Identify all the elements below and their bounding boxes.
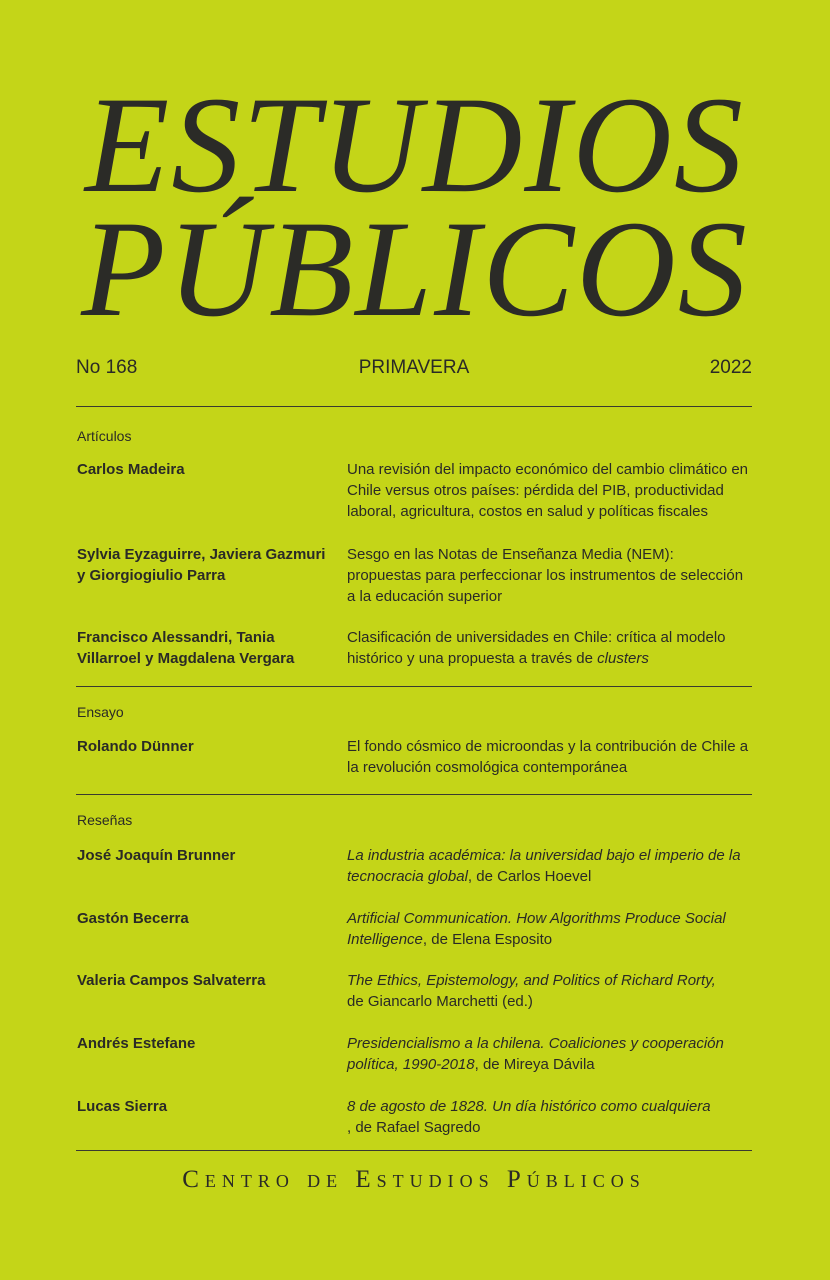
issue-season: PRIMAVERA [358,357,470,378]
review-author: Andrés Estefane [77,1035,196,1052]
publisher-name: Centro de Estudios Públicos [182,1166,646,1193]
essay-title: El fondo cósmico de microondas y la contribución de Chile a la revolución cosmológica contemporánea [347,738,749,776]
issue-year: 2022 [709,357,752,378]
review-book-title: The Ethics, Epistemology, and Politics of Richard Rorty, [347,972,716,989]
issue-meta [76,357,752,381]
issue-number: No 168 [76,357,138,378]
review-author: Lucas Sierra [77,1098,168,1115]
review-author: José Joaquín Brunner [77,847,236,864]
divider [76,794,752,795]
review-title: 8 de agosto de 1828. Un día histórico como cualquiera , de Rafael Sagredo [347,1098,711,1136]
article-title: Sesgo en las Notas de Enseñanza Media (NEM): propuestas para perfeccionar los instrumentos de selección a la educación superior [347,546,744,605]
divider [76,1150,752,1151]
review-title: Artificial Communication. How Algorithms Produce Social Intelligence, de Elena Esposito [347,910,726,948]
review-book-title: La industria académica: la universidad bajo el imperio de la tecnocracia global [347,847,741,885]
divider [76,686,752,687]
article-title: Clasificación de universidades en Chile: crítica al modelo histórico y una propuesta a través de clusters [347,629,726,667]
article-title: Una revisión del impacto económico del cambio climático en Chile versus otros países: pérdida del PIB, productividad laboral, agricultura, costos en salud y políticas fiscales [347,461,749,520]
review-author: Valeria Campos Salvaterra [77,972,266,989]
essay-author: Rolando Dünner [77,738,194,755]
journal-title-line2: PÚBLICOS [81,192,749,345]
article-author: Carlos Madeira [77,461,185,478]
article-author: Francisco Alessandri, Tania Villarroel y Magdalena Vergara [77,629,295,667]
section-label-articulos: Artículos [77,428,132,444]
review-book-title: Artificial Communication. How Algorithms Produce Social Intelligence [347,910,726,948]
article-title-italic: clusters [597,650,649,667]
journal-title-line1: ESTUDIOS [85,68,745,221]
review-author: Gastón Becerra [77,910,189,927]
divider [76,406,752,407]
section-label-ensayo: Ensayo [77,704,124,720]
review-title: The Ethics, Epistemology, and Politics of Richard Rorty, de Giancarlo Marchetti (ed.) [347,972,716,1010]
article-author: Sylvia Eyzaguirre, Javiera Gazmuri y Giorgiogiulio Parra [77,546,326,584]
review-title: Presidencialismo a la chilena. Coaliciones y cooperación política, 1990-2018, de Mireya Dávila [347,1035,724,1073]
section-label-resenas: Reseñas [77,812,133,828]
review-title: La industria académica: la universidad bajo el imperio de la tecnocracia global, de Carlos Hoevel [347,847,741,885]
review-book-title: 8 de agosto de 1828. Un día histórico como cualquiera [347,1098,711,1115]
review-book-title: Presidencialismo a la chilena. Coaliciones y cooperación política, 1990-2018 [347,1035,724,1073]
